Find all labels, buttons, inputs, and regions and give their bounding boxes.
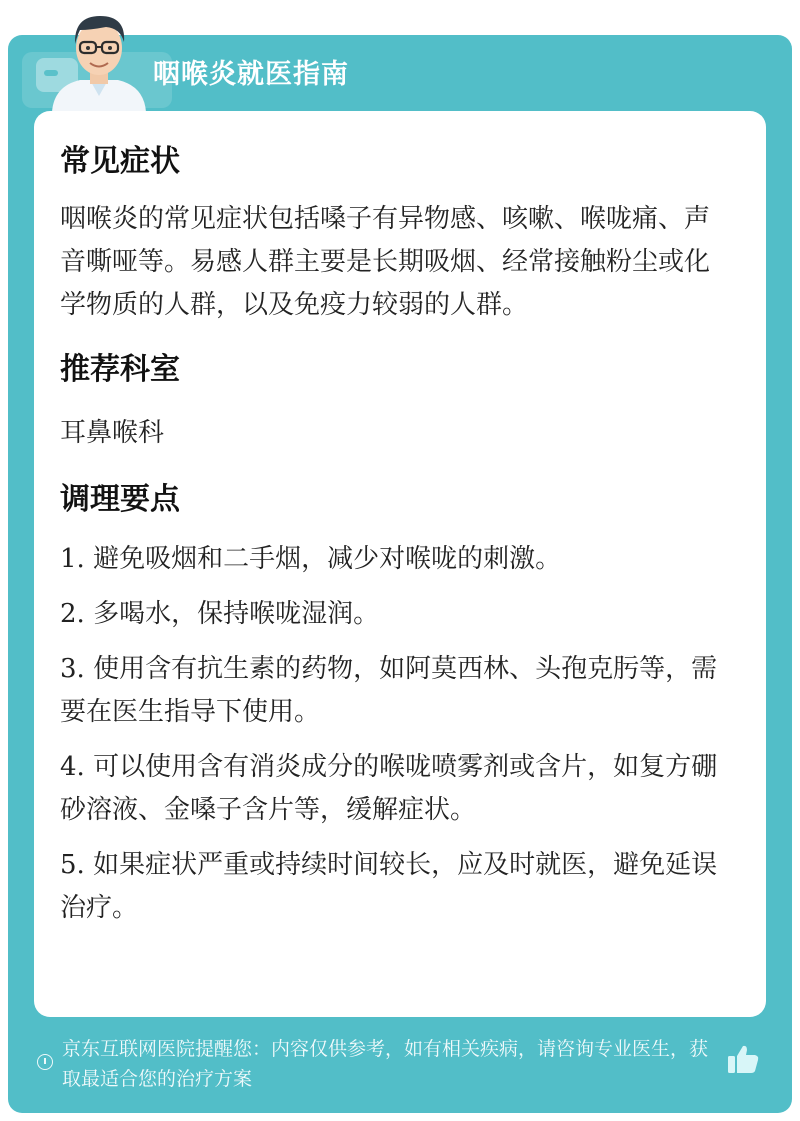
- symptoms-heading: 常见症状: [60, 144, 180, 179]
- page-title: 咽喉炎就医指南: [153, 59, 349, 90]
- care-tips-list: [60, 538, 730, 930]
- care-heading: 调理要点: [60, 482, 180, 517]
- tip-number: 4.: [60, 752, 85, 782]
- list-item: [60, 648, 730, 734]
- department-text: 耳鼻喉科: [60, 418, 165, 448]
- list-item: [60, 746, 730, 832]
- tip-text: 多喝水，保持喉咙湿润。: [93, 599, 380, 629]
- list-item: [60, 844, 730, 930]
- tip-number: 1.: [60, 544, 85, 574]
- tip-text: 可以使用含有消炎成分的喉咙喷雾剂或含片，如复方硼砂溶液、金嗓子含片等，缓解症状。: [60, 752, 718, 825]
- tip-text: 如果症状严重或持续时间较长，应及时就医，避免延误治疗。: [60, 850, 718, 923]
- symptoms-text: 咽喉炎的常见症状包括嗓子有异物感、咳嗽、喉咙痛、声音嘶哑等。易感人群主要是长期吸烟、经常接触粉尘或化学物质的人群，以及免疫力较弱的人群。: [60, 204, 711, 320]
- tip-text: 避免吸烟和二手烟，减少对喉咙的刺激。: [93, 544, 562, 574]
- thumbs-up-icon[interactable]: [726, 1042, 760, 1076]
- list-item: [60, 593, 730, 636]
- department-heading: 推荐科室: [60, 352, 180, 387]
- tip-number: 5.: [60, 850, 85, 880]
- tip-text: 使用含有抗生素的药物，如阿莫西林、头孢克肟等，需要在医生指导下使用。: [60, 654, 718, 727]
- list-item: [60, 538, 730, 581]
- disclaimer-text: 京东互联网医院提醒您：内容仅供参考，如有相关疾病，请咨询专业医生，获取最适合您的治疗方案: [62, 1038, 709, 1090]
- tip-number: 2.: [60, 599, 85, 629]
- info-icon: [37, 1054, 53, 1070]
- tip-number: 3.: [60, 654, 85, 684]
- doctor-avatar: [44, 8, 154, 112]
- guide-content: [60, 120, 730, 942]
